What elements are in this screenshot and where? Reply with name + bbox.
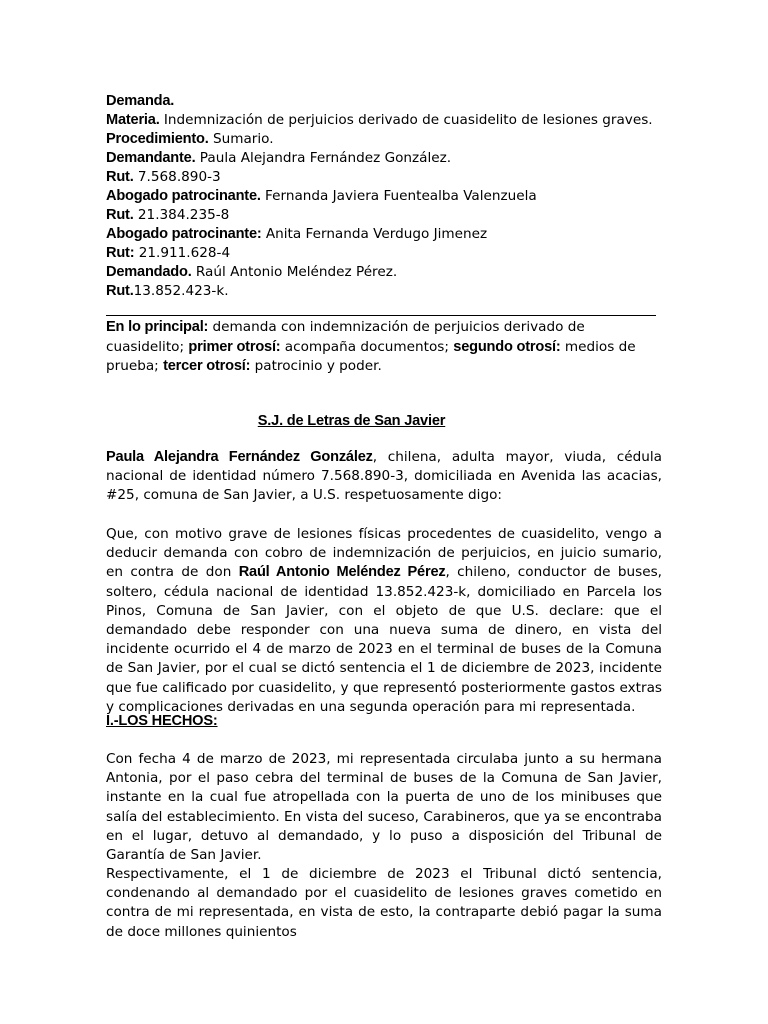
- demandado-label: Demandado.: [106, 264, 192, 280]
- tercer-otrosi-text: patrocinio y poder.: [254, 358, 382, 374]
- primer-otrosi-text: acompaña documentos;: [284, 338, 449, 355]
- procedimiento-label: Procedimiento.: [106, 131, 209, 147]
- sumilla: [106, 318, 666, 377]
- header-line-rut-demandante: [106, 168, 666, 187]
- procedimiento-value: Sumario.: [212, 131, 274, 147]
- header-line-rut-abogado-1: [106, 206, 666, 225]
- header-line-rut-abogado-2: [106, 244, 666, 263]
- rut-label: Rut.: [106, 207, 134, 223]
- demandante-value: Paula Alejandra Fernández González.: [199, 150, 452, 166]
- que-paragraph: [106, 525, 662, 717]
- header-line-demandante: [106, 149, 666, 168]
- intro-text: , chilena, adulta mayor, viuda, cédula nacional de identidad número 7.568.890-3, domiciliada en Avenida las acacias, #25, comuna de San Javier, a U.S. respetuosamente digo:: [106, 449, 662, 504]
- abogado-label: Abogado patrocinante.: [106, 188, 261, 204]
- rut-label: Rut.: [106, 169, 134, 185]
- header-line-demandado: [106, 263, 666, 282]
- court-heading: [0, 410, 768, 429]
- segundo-otrosi-label: segundo otrosí:: [453, 338, 561, 355]
- rut-value: 7.568.890-3: [137, 169, 221, 185]
- abogado-label: Abogado patrocinante:: [106, 226, 262, 242]
- abogado-value: Fernanda Javiera Fuentealba Valenzuela: [265, 188, 537, 204]
- header-line-demanda: [106, 92, 666, 111]
- header-line-abogado-1: [106, 187, 666, 206]
- tercer-otrosi-label: tercer otrosí:: [163, 358, 251, 374]
- primer-otrosi-label: primer otrosí:: [188, 338, 281, 355]
- header-line-materia: [106, 111, 666, 130]
- rut-value: 13.852.423-k.: [133, 283, 229, 299]
- separator-line: [106, 315, 656, 316]
- header-line-abogado-2: [106, 225, 666, 244]
- principal-text: demanda con indemnización de perjuicios derivado de cuasidelito;: [106, 319, 585, 355]
- header-line-procedimiento: [106, 130, 666, 149]
- abogado-value: Anita Fernanda Verdugo Jimenez: [265, 226, 488, 242]
- materia-label: Materia.: [106, 112, 160, 128]
- section-heading-hechos: I.-LOS HECHOS:: [106, 713, 218, 729]
- intro-paragraph: [106, 448, 662, 506]
- defendant-name: Raúl Antonio Meléndez Pérez: [238, 564, 446, 581]
- rut-value: 21.911.628-4: [138, 245, 231, 261]
- que-text-b: , chileno, conductor de buses, soltero, cédula nacional de identidad 13.852.423-k, domiciliado en Parcela los Pinos, Comuna de San Javier, con el objeto de que U.S. declare: que el demandado debe responder con una nueva suma de dinero, en vista del incidente ocurrido el 4 de marzo de 2023 en el terminal de buses de la Comuna de San Javier, por el cual se dictó sentencia el 1 de diciembre de 2023, incidente que fue calificado por cuasidelito, y que representó posteriormente gastos extras y complicaciones derivadas en una segunda operación para mi representada.: [106, 564, 663, 715]
- rut-value: 21.384.235-8: [137, 207, 230, 223]
- case-header: [106, 92, 666, 301]
- rut-label: Rut.: [106, 283, 134, 299]
- court-name: S.J. de Letras de San Javier: [257, 413, 446, 429]
- demanda-label: Demanda.: [106, 93, 175, 109]
- plaintiff-name: Paula Alejandra Fernández González: [106, 449, 373, 465]
- principal-label: En lo principal:: [106, 319, 209, 335]
- demandante-label: Demandante.: [106, 150, 196, 166]
- que-text-a: Que, con motivo grave de lesiones físicas procedentes de cuasidelito, vengo a deducir demanda con cobro de indemnización de perjuicios, en juicio sumario, en contra de don: [106, 526, 662, 581]
- hechos-paragraph-2: Respectivamente, el 1 de diciembre de 2023 el Tribunal dictó sentencia, condenando al demandado por el cuasidelito de lesiones graves cometido en contra de mi representada, en vista de esto, la contraparte debió pagar la suma de doce millones quinientos: [106, 866, 662, 940]
- segundo-otrosi-text: medios de prueba;: [106, 338, 636, 374]
- materia-value: Indemnización de perjuicios derivado de cuasidelito de lesiones graves.: [163, 112, 653, 128]
- demandado-value: Raúl Antonio Meléndez Pérez.: [195, 264, 398, 280]
- hechos-paragraph-1: Con fecha 4 de marzo de 2023, mi representada circulaba junto a su hermana Antonia, por el paso cebra del terminal de buses de la Comuna de San Javier, instante en la cual fue atropellada con la puerta de uno de los minibuses que salía del establecimiento. En vista del suceso, Carabineros, que ya se encontraba en el lugar, detuvo al demandado, y lo puso a disposición del Tribunal de Garantía de San Javier.: [106, 751, 662, 864]
- header-line-rut-demandado: [106, 282, 666, 301]
- rut-label: Rut:: [106, 245, 135, 261]
